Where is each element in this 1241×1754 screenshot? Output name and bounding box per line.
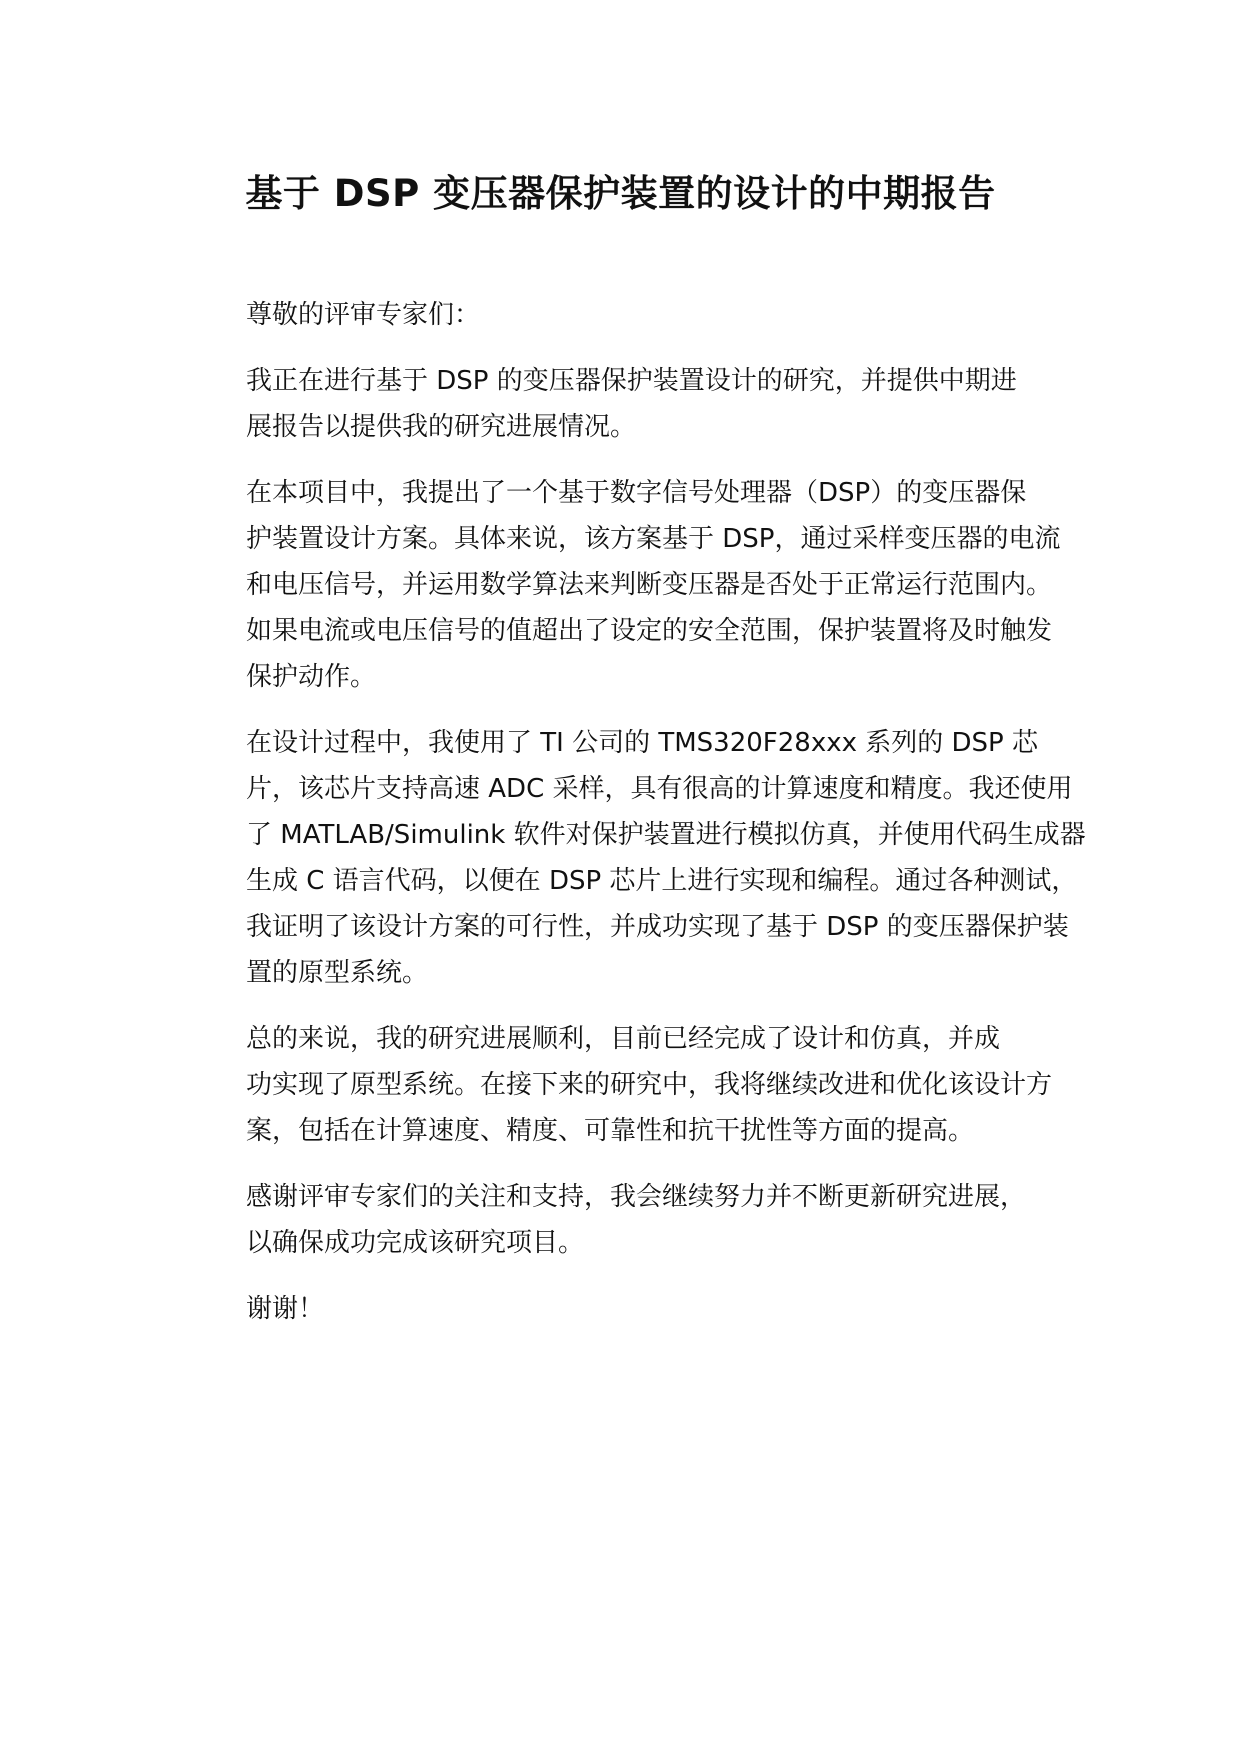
document-title: 基于 DSP 变压器保护装置的设计的中期报告 (245, 172, 996, 215)
text-line: 在设计过程中，我使用了 TI 公司的 TMS320F28xxx 系列的 DSP 芯 (246, 728, 1038, 758)
text-line: 如果电流或电压信号的值超出了设定的安全范围，保护装置将及时触发 (246, 616, 1053, 646)
text-line: 了 MATLAB/Simulink 软件对保护装置进行模拟仿真，并使用代码生成器 (246, 820, 1086, 850)
text-line: 置的原型系统。 (246, 958, 429, 988)
text-line: 尊敬的评审专家们： (246, 300, 481, 330)
paragraph-summary (188, 1016, 1086, 1154)
text-line: 保护动作。 (246, 662, 377, 692)
text-line: 功实现了原型系统。在接下来的研究中，我将继续改进和优化该设计方 (246, 1070, 1053, 1100)
text-line: 在本项目中，我提出了一个基于数字信号处理器（DSP）的变压器保 (246, 478, 1027, 508)
text-line: 和电压信号，并运用数学算法来判断变压器是否处于正常运行范围内。 (246, 570, 1053, 600)
paragraph-thanks (188, 1174, 1086, 1266)
text-line: 以确保成功完成该研究项目。 (246, 1228, 585, 1258)
text-line: 总的来说，我的研究进展顺利，目前已经完成了设计和仿真，并成 (246, 1024, 1001, 1054)
text-line: 护装置设计方案。具体来说，该方案基于 DSP，通过采样变压器的电流 (246, 524, 1061, 554)
text-line: 我正在进行基于 DSP 的变压器保护装置设计的研究，并提供中期进 (246, 366, 1017, 396)
text-line: 片，该芯片支持高速 ADC 采样，具有很高的计算速度和精度。我还使用 (246, 774, 1073, 804)
text-line: 感谢评审专家们的关注和支持，我会继续努力并不断更新研究进展， (246, 1182, 1027, 1212)
paragraph-closing (188, 1286, 1086, 1332)
text-line: 我证明了该设计方案的可行性，并成功实现了基于 DSP 的变压器保护装 (246, 912, 1069, 942)
text-line: 案，包括在计算速度、精度、可靠性和抗干扰性等方面的提高。 (246, 1116, 975, 1146)
text-line: 生成 C 语言代码，以便在 DSP 芯片上进行实现和编程。通过各种测试， (246, 866, 1078, 896)
text-line: 谢谢！ (246, 1294, 325, 1324)
paragraph-project (188, 470, 1086, 700)
paragraph-design (188, 720, 1086, 996)
document-body (188, 292, 1086, 1352)
paragraph-intro (188, 358, 1086, 450)
paragraph-greeting (188, 292, 1086, 338)
text-line: 展报告以提供我的研究进展情况。 (246, 412, 637, 442)
